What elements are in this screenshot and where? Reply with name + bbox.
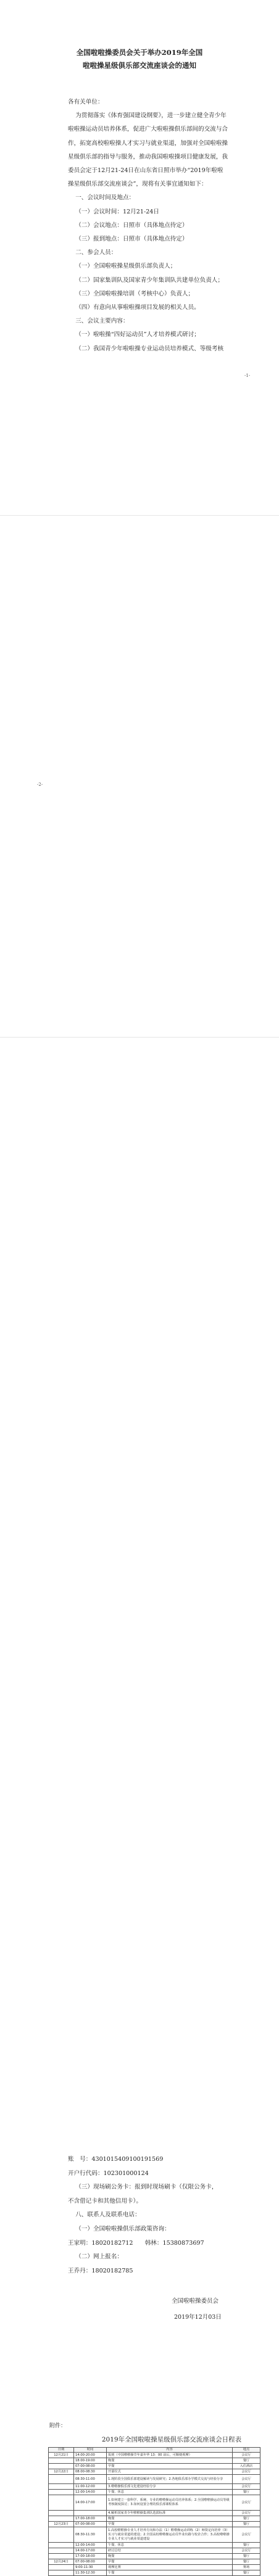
schedule-date [49, 2484, 74, 2490]
body-line: （二）国家集训队及国家青少年集训队共建单位负责人； [68, 276, 224, 284]
schedule-date [49, 2527, 74, 2543]
schedule-row [49, 2543, 260, 2548]
schedule-content: 早餐 [107, 2522, 233, 2527]
schedule-row [49, 2565, 260, 2570]
schedule-date [49, 2511, 74, 2516]
schedule-time: 07:00-08:00 [74, 2464, 107, 2469]
schedule-content: 1.如何建立一套科学、系统、专业的啦啦操运动员培养体系；2.全国啦啦操运动员等级考核制度探讨；3.如何设置合理的俱乐部课程体系 [107, 2495, 233, 2511]
schedule-date [49, 2464, 74, 2469]
schedule-date [49, 2554, 74, 2559]
schedule-content: 报到（中国啦啦操节年嘉年华 13：00 前后，可顺便观摩） [107, 2453, 233, 2458]
schedule-place: 餐厅 [233, 2543, 260, 2548]
schedule-content: 开幕仪式 [107, 2469, 233, 2475]
schedule-header-row [49, 2448, 260, 2453]
document-page-2 [0, 516, 279, 1037]
body-line: 三、会议主要内容： [68, 318, 129, 325]
body-line: 操星级俱乐部交流座谈会”，现将有关事宜通知如下： [68, 181, 207, 188]
schedule-date: 12月24日 [49, 2559, 74, 2565]
schedule-time [74, 2511, 107, 2516]
schedule-time: 07:00-08:00 [74, 2559, 107, 2565]
schedule-date [49, 2548, 74, 2554]
schedule-place: 餐厅 [233, 2516, 260, 2522]
schedule-content: 晚餐 [107, 2458, 233, 2464]
schedule-date: 12月21日 [49, 2453, 74, 2458]
schedule-content: 1.现阶段全国俱乐部建设解读与发展研究；2.各地俱乐部办学模式交流与经验分享 [107, 2475, 233, 2484]
body-line: （四）有意向从事啦啦操项目发展的相关人员。 [68, 304, 200, 311]
document-page-3 [0, 1038, 279, 2575]
schedule-content: 早餐 [107, 2559, 233, 2565]
body-line: （三）现场刷公务卡：报到时现场刷卡（仅限公务卡， [68, 2184, 218, 2191]
schedule-content: 1.高校啦啦操专业人才培养方向和办法（1）啦啦操运动训练（2）师资定向培养（3）实习与就业渠道的建设；2.全国高校啦啦操运动员毕业出路与校企合作；3.高校啦啦操专业人才实习与就业渠道建设 [107, 2527, 233, 2543]
body-line: 账 号：4301015409100191569 [68, 2156, 164, 2163]
schedule-date [49, 2516, 74, 2522]
schedule-content: 观摩比赛 [107, 2565, 233, 2570]
body-line: 星级俱乐部的指导与服务，推动我国啦啦操项目健康发展，我 [68, 153, 228, 160]
schedule-row [49, 2490, 260, 2495]
schedule-place: 会议厅 [233, 2469, 260, 2475]
page-number-2: -2- [37, 782, 43, 787]
schedule-table [48, 2447, 260, 2576]
schedule-place: 会议厅 [233, 2495, 260, 2511]
schedule-place: 会议厅 [233, 2475, 260, 2484]
schedule-place: 餐厅 [233, 2570, 260, 2576]
schedule-time: 18:00-19:00 [74, 2458, 107, 2464]
schedule-row [49, 2484, 260, 2490]
schedule-content: 午餐、休息 [107, 2490, 233, 2495]
schedule-place: 餐厅 [233, 2490, 260, 2495]
body-line: 王乔丹：18020182785 [68, 2267, 133, 2274]
schedule-place: 会议厅 [233, 2511, 260, 2516]
schedule-place: 入住酒店 [233, 2464, 260, 2469]
schedule-time: 17:00-18:00 [74, 2516, 107, 2522]
schedule-row [49, 2511, 260, 2516]
schedule-time: 11:30-12:30 [74, 2570, 107, 2576]
header-time: 时间 [74, 2448, 107, 2453]
schedule-date [49, 2495, 74, 2511]
schedule-date: 12月23日 [49, 2522, 74, 2527]
schedule-date [49, 2570, 74, 2576]
schedule-place: 餐厅 [233, 2554, 260, 2559]
schedule-time: 08:30-11:30 [74, 2527, 107, 2543]
schedule-content: 4.解析国家青少年啦啦操集训队选拔标准 [107, 2511, 233, 2516]
document-title-line-1: 全国啦啦操委员会关于举办2019年全国 [76, 48, 203, 57]
schedule-place: 餐厅 [233, 2522, 260, 2527]
schedule-row [49, 2527, 260, 2543]
schedule-row [49, 2495, 260, 2511]
schedule-time: 11:00-12:00 [74, 2484, 107, 2490]
body-line: （二）我国青少年啦啦操专业运动员培养模式、等级考核 [68, 345, 224, 352]
header-place: 地点 [233, 2448, 260, 2453]
schedule-content: 研讨总结 [107, 2548, 233, 2554]
body-line: （三）全国啦啦操培训（考核中心）负责人； [68, 290, 194, 297]
schedule-content: 午餐、休息 [107, 2543, 233, 2548]
body-line: 作，拓宽高校啦啦操人才实习与就业渠道，加强对全国啦啦操 [68, 139, 228, 147]
body-line: （二）会议地点：日照市（具体地点待定） [68, 221, 188, 229]
body-line: （三）报到地点：日照市（具体地点待定） [68, 236, 188, 242]
schedule-date [49, 2565, 74, 2570]
schedule-place: 会议厅 [233, 2453, 260, 2458]
schedule-place: 会议厅 [233, 2484, 260, 2490]
document-title-line-2: 啦啦操星级俱乐部交流座谈会的通知 [83, 61, 196, 70]
body-line: 开户行代码：102301000124 [68, 2169, 149, 2177]
body-line: 各有关单位： [68, 99, 104, 105]
schedule-row [49, 2570, 260, 2576]
schedule-content: 午餐 [107, 2570, 233, 2576]
annex-title: 2019年全国啦啦操星级俱乐部交流座谈会日程表 [101, 2436, 242, 2443]
schedule-date [49, 2490, 74, 2495]
body-line: 王家明：18020182712 韩林：15380873697 [68, 2239, 204, 2247]
body-line: （二）网上报名： [68, 2253, 123, 2261]
schedule-content: 晚餐 [107, 2554, 233, 2559]
body-line: 啦啦操运动员培养体系，促进广大啦啦操俱乐部间的交流与合 [68, 126, 228, 133]
schedule-time: 08:30-11:00 [74, 2475, 107, 2484]
schedule-time: 14:00-17:00 [74, 2495, 107, 2511]
header-date: 日期 [49, 2448, 74, 2453]
body-line: 为贯彻落实《体育强国建设纲要》，进一步建立健全青少年 [68, 112, 227, 120]
signature-date: 2019年12月03日 [174, 2314, 222, 2321]
schedule-row [49, 2475, 260, 2484]
schedule-content: 3.啦啦操俱乐部文化建设经验分享 [107, 2484, 233, 2490]
body-line: （一）全国啦啦操俱乐部政策咨询： [68, 2226, 170, 2232]
schedule-time: 14:00-20:00 [74, 2453, 107, 2458]
schedule-content: 早餐 [107, 2464, 233, 2469]
annex-label: 附件： [49, 2423, 67, 2429]
schedule-time: 12:00-14:00 [74, 2490, 107, 2495]
schedule-row [49, 2559, 260, 2565]
schedule-place: 会议厅 [233, 2548, 260, 2554]
schedule-date [49, 2458, 74, 2464]
schedule-date: 12月22日 [49, 2469, 74, 2475]
schedule-time: 08:00-08:30 [74, 2469, 107, 2475]
schedule-time: 17:00-18:00 [74, 2554, 107, 2559]
body-line: 委员会定于12月21-24日在山东省日照市举办“2019年啦啦 [68, 167, 223, 174]
signature-organization: 全国啦啦操委员会 [172, 2298, 219, 2305]
schedule-time: 12:00-14:00 [74, 2543, 107, 2548]
schedule-row [49, 2453, 260, 2458]
schedule-place: 餐厅 [233, 2458, 260, 2464]
schedule-place: 餐厅 [233, 2559, 260, 2565]
body-line: 八、联系人及联系电话： [68, 2211, 141, 2219]
schedule-row [49, 2469, 260, 2475]
body-line: 二、参会人员： [68, 249, 117, 257]
body-line: （一）啦啦操“四好运动员”人才培养模式研讨； [68, 331, 200, 339]
schedule-row [49, 2516, 260, 2522]
schedule-time: 14:00-17:00 [74, 2548, 107, 2554]
document-page-1 [0, 0, 279, 515]
page-number-1: -1- [244, 373, 251, 378]
header-content: 内容 [107, 2448, 233, 2453]
schedule-date [49, 2475, 74, 2484]
body-line: 一、会议时间及地点： [68, 194, 135, 202]
body-line: （一）会议时间：12月21-24日 [68, 208, 160, 215]
body-line: 不含借记卡和其他信用卡）。 [68, 2197, 142, 2205]
schedule-content: 晚餐 [107, 2516, 233, 2522]
schedule-row [49, 2464, 260, 2469]
schedule-row [49, 2458, 260, 2464]
schedule-time: 9:00-11:30 [74, 2565, 107, 2570]
schedule-time: 07:00-08:00 [74, 2522, 107, 2527]
schedule-place: 会议厅 [233, 2527, 260, 2543]
schedule-row [49, 2522, 260, 2527]
schedule-date [49, 2543, 74, 2548]
schedule-row [49, 2548, 260, 2554]
schedule-place: 赛场 [233, 2565, 260, 2570]
body-line: （一）全国啦啦操星级俱乐部负责人； [68, 263, 177, 270]
schedule-row [49, 2554, 260, 2559]
